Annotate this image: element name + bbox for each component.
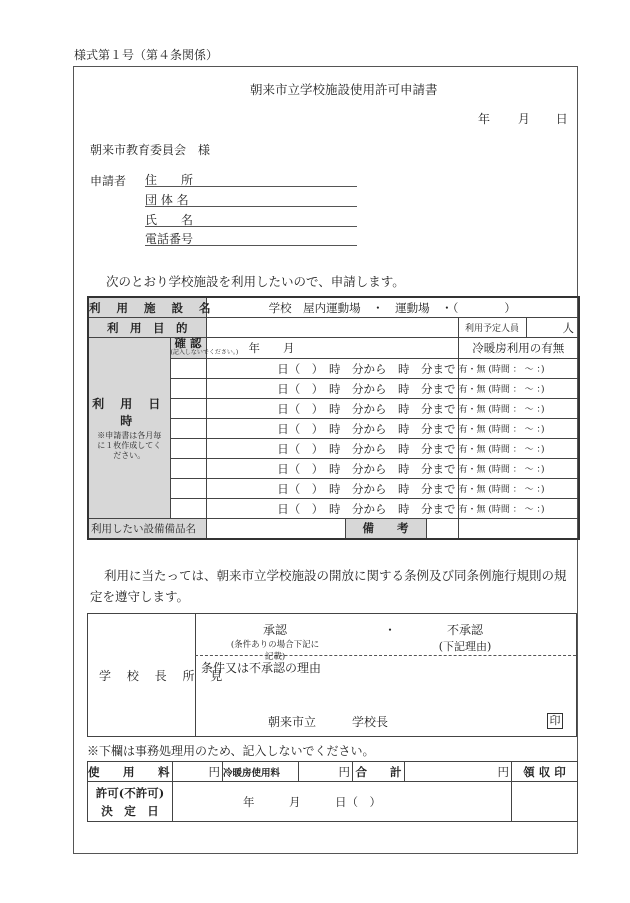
page-title: 朝来市立学校施設使用許可申請書: [250, 82, 438, 97]
purpose-input[interactable]: [206, 318, 458, 338]
year-month-field[interactable]: 年 月: [206, 338, 458, 359]
office-table: [87, 761, 578, 822]
day-label: 日: [555, 112, 568, 126]
office-note: ※下欄は事務処理用のため、記入しないでください。: [87, 744, 375, 758]
approve-option[interactable]: [230, 621, 320, 662]
schedule-row[interactable]: 日（ ） 時 分から 時 分まで: [206, 419, 458, 439]
ac-choice[interactable]: 有・無 (時間 ： ～ ：): [458, 359, 579, 379]
option-separator: ・: [384, 623, 397, 637]
ac-header: 冷暖房利用の有無: [458, 338, 579, 359]
schedule-note: ※申請書は各月毎に１枚作成してください。: [97, 431, 162, 460]
schedule-row[interactable]: 日（ ） 時 分から 時 分まで: [206, 459, 458, 479]
applicant-label: 申請者: [90, 174, 127, 188]
total-label: 合 計: [353, 762, 405, 782]
permit-label-cell: [88, 782, 173, 822]
fee-value[interactable]: 円: [173, 762, 223, 782]
seal-stamp: 印: [547, 713, 563, 729]
address-label: 住 所: [145, 173, 194, 187]
year-label: 年: [478, 112, 491, 126]
ac-fee-value[interactable]: 円: [299, 762, 353, 782]
facility-label: 利 用 施 設 名: [88, 297, 206, 318]
approve-label: 承認: [262, 623, 287, 637]
reject-option[interactable]: [430, 621, 500, 654]
reject-note: (下記理由): [438, 640, 492, 653]
approve-note: (条件ありの場合下記に記載): [230, 640, 320, 662]
group-name-label: 団 体 名: [145, 193, 189, 207]
schedule-row[interactable]: 日（ ） 時 分から 時 分まで: [206, 479, 458, 499]
confirm-cell: [170, 479, 206, 499]
ac-choice[interactable]: 有・無 (時間 ： ～ ：): [458, 379, 579, 399]
confirm-cell: [170, 459, 206, 479]
confirm-cell: [170, 359, 206, 379]
permit-label-1: 許可(不許可): [95, 785, 165, 800]
ac-choice[interactable]: 有・無 (時間 ： ～ ：): [458, 439, 579, 459]
date-line: [478, 110, 568, 127]
people-unit[interactable]: 人: [526, 318, 579, 338]
equipment-input[interactable]: [206, 519, 458, 540]
phone-field[interactable]: [145, 230, 357, 246]
total-value[interactable]: 円: [405, 762, 512, 782]
permit-label-2: 決 定 日: [101, 803, 159, 818]
intro-text: 次のとおり学校施設を利用したいので、申請します。: [106, 274, 405, 289]
usage-table: [87, 296, 580, 540]
address-field[interactable]: [145, 171, 357, 187]
ac-choice[interactable]: 有・無 (時間 ： ～ ：): [458, 479, 579, 499]
reason-label: 条件又は不承認の理由: [201, 661, 322, 675]
principal-signature: 朝来市立 学校長: [268, 715, 389, 729]
compliance-text: 利用に当たっては、朝来市立学校施設の開放に関する条例及び同条例施行規則の規定を遵守します。: [90, 568, 567, 604]
ac-fee-label: 冷暖房使用料: [223, 762, 299, 782]
schedule-row[interactable]: 日（ ） 時 分から 時 分まで: [206, 379, 458, 399]
schedule-label: 利 用 日 時: [92, 397, 167, 428]
group-name-field[interactable]: [145, 191, 357, 207]
equipment-label: 利用したい設備備品名: [88, 519, 206, 540]
receipt-stamp-area[interactable]: [512, 782, 578, 822]
purpose-label: 利 用 目 的: [88, 318, 206, 338]
remarks-label: 備 考: [345, 519, 427, 538]
confirm-cell: [170, 399, 206, 419]
confirm-cell: [170, 419, 206, 439]
ac-choice[interactable]: 有・無 (時間 ： ～ ：): [458, 459, 579, 479]
schedule-row[interactable]: 日（ ） 時 分から 時 分まで: [206, 359, 458, 379]
ac-choice[interactable]: 有・無 (時間 ： ～ ：): [458, 499, 579, 519]
form-label: 様式第１号（第４条関係）: [74, 48, 219, 62]
name-field[interactable]: [145, 211, 357, 227]
confirm-cell: [170, 379, 206, 399]
confirm-note: (記入しないでください。): [170, 349, 239, 356]
schedule-row[interactable]: 日（ ） 時 分から 時 分まで: [206, 399, 458, 419]
ac-choice[interactable]: 有・無 (時間 ： ～ ：): [458, 419, 579, 439]
schedule-row[interactable]: 日（ ） 時 分から 時 分まで: [206, 439, 458, 459]
facility-value[interactable]: 学校 屋内運動場 ・ 運動場 ・（ ）: [206, 297, 579, 318]
phone-label: 電話番号: [145, 232, 194, 246]
receipt-label: 領 収 印: [512, 762, 578, 782]
schedule-row[interactable]: 日（ ） 時 分から 時 分まで: [206, 499, 458, 519]
principal-label: 学 校 長 所 見: [99, 669, 229, 683]
name-label: 氏 名: [145, 213, 194, 227]
confirm-label: 確 認: [174, 336, 202, 350]
reject-label: 不承認: [446, 623, 483, 637]
confirm-cell: [170, 499, 206, 519]
addressee: 朝来市教育委員会 様: [90, 143, 211, 157]
expected-people-label: 利用予定人員: [458, 318, 526, 338]
fee-label: 使 用 料: [88, 762, 173, 782]
ac-choice[interactable]: 有・無 (時間 ： ～ ：): [458, 399, 579, 419]
permit-date[interactable]: 年 月 日（ ）: [173, 782, 512, 822]
remarks-input[interactable]: [458, 519, 579, 540]
confirm-header: [170, 336, 239, 359]
month-label: 月: [517, 112, 530, 126]
schedule-label-cell: [88, 338, 170, 519]
confirm-cell: [170, 439, 206, 459]
